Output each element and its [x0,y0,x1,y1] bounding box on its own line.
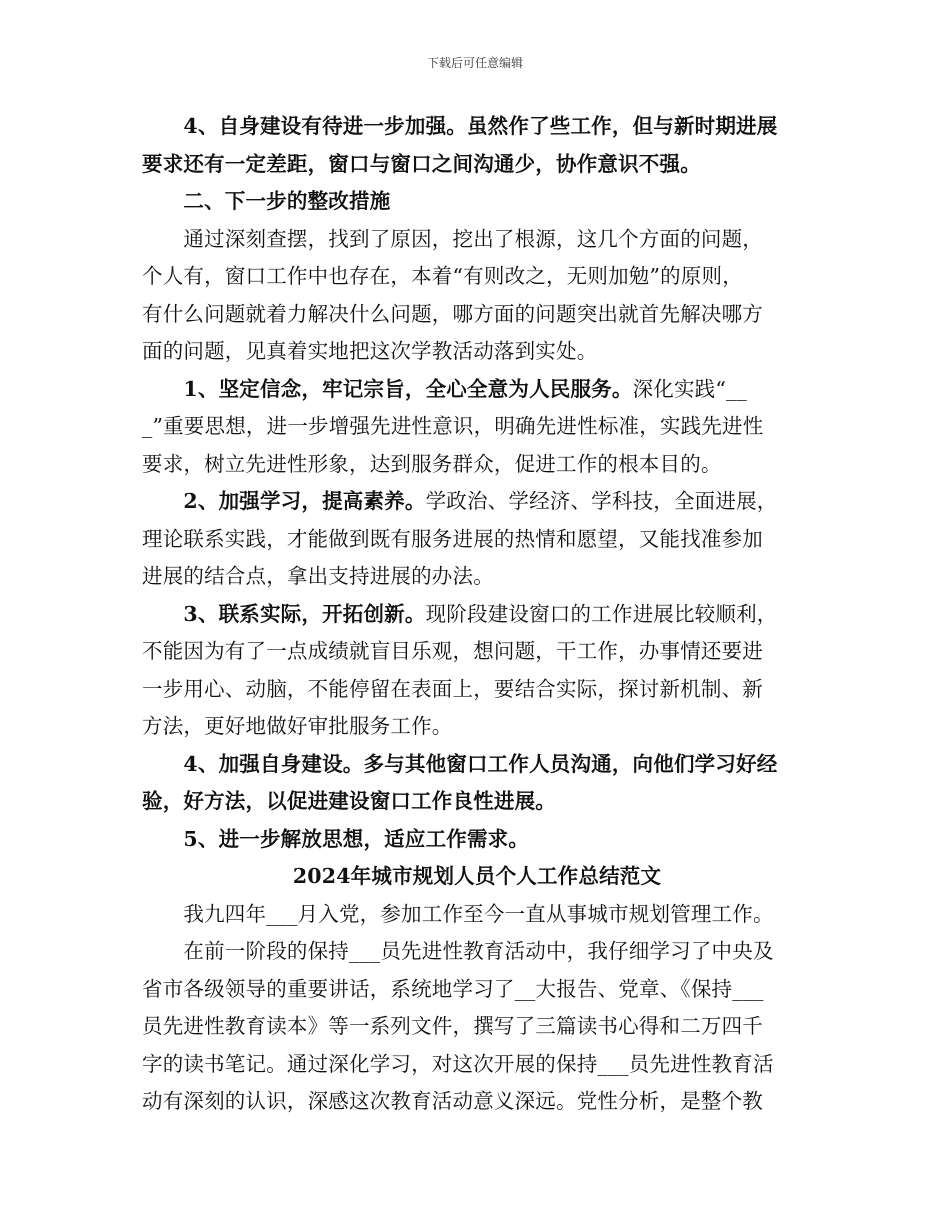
paragraph-line [142,483,812,521]
paragraph-line: 不能因为有了一点成绩就盲目乐观，想问题，干工作，办事情还要进 [142,639,763,663]
bold-lead-text: 1、坚定信念，牢记宗旨，全心全意为人民服务。 [142,376,633,401]
paragraph-line: 在前一阶段的保持___员先进性教育活动中，我仔细学习了中央及 [142,939,774,963]
paragraph-line: 二、下一步的整改措施 [142,189,391,213]
paragraph-line: 要求，树立先进性形象，达到服务群众，促进工作的根本目的。 [142,451,722,476]
paragraph-line: 员先进性教育读本》等一系列文件，撰写了三篇读书心得和二万四千 [142,1014,763,1038]
document-body [142,108,812,1121]
page-header: 下载后可任意编辑 [426,56,523,70]
paragraph-line: 5、进一步解放思想，适应工作需求。 [142,826,530,851]
paragraph-line: 理论联系实践，才能做到既有服务进展的热情和愿望，又能找准参加 [142,526,763,551]
paragraph-line: 面的问题，见真着实地把这次学教活动落到实处。 [142,339,598,363]
paragraph-line: 个人有，窗口工作中也存在，本着“有则改之，无则加勉”的原则， [142,264,743,288]
paragraph-line [142,596,812,634]
paragraph-line: 4、自身建设有待进一步加强。虽然作了些工作，但与新时期进展 [142,114,778,138]
paragraph-line: 要求还有一定差距，窗口与窗口之间沟通少，协作意识不强。 [142,151,701,176]
paragraph-line: 有什么问题就着力解决什么问题，哪方面的问题突出就首先解决哪方 [142,301,763,326]
paragraph-line: 通过深刻查摆，找到了原因，挖出了根源，这几个方面的问题， [142,226,763,251]
paragraph-text: 现阶段建设窗口的工作进展比较顺利， [425,601,778,626]
bold-lead-text: 3、联系实际，开拓创新。 [142,601,426,626]
section-title: 2024年城市规划人员个人工作总结范文 [292,864,662,888]
paragraph-line [142,371,812,409]
paragraph-line: 验，好方法，以促进建设窗口工作良性进展。 [142,789,556,813]
paragraph-line: 我九四年___月入党，参加工作至今一直从事城市规划管理工作。 [142,901,774,926]
paragraph-line: 省市各级领导的重要讲话，系统地学习了__大报告、党章、《保持___ [142,976,764,1001]
bold-lead-text: 2、加强学习，提高素养。 [142,489,426,513]
paragraph-line: 字的读书笔记。通过深化学习，对这次开展的保持___员先进性教育活 [142,1051,774,1076]
paragraph-text: 深化实践“__ [632,376,747,401]
paragraph-line: 进展的结合点，拿出支持进展的办法。 [142,564,494,588]
paragraph-text: 学政治、学经济、学科技，全面进展， [425,489,778,513]
paragraph-line: 动有深刻的认识，深感这次教育活动意义深远。党性分析，是整个教 [142,1089,763,1113]
paragraph-line: 一步用心、动脑，不能停留在表面上，要结合实际，探讨新机制、新 [142,676,763,701]
paragraph-line: 4、加强自身建设。多与其他窗口工作人员沟通，向他们学习好经 [142,751,778,776]
paragraph-line: 方法，更好地做好审批服务工作。 [142,714,453,738]
paragraph-line: _”重要思想，进一步增强先进性意识，明确先进性标准，实践先进性 [142,414,764,438]
